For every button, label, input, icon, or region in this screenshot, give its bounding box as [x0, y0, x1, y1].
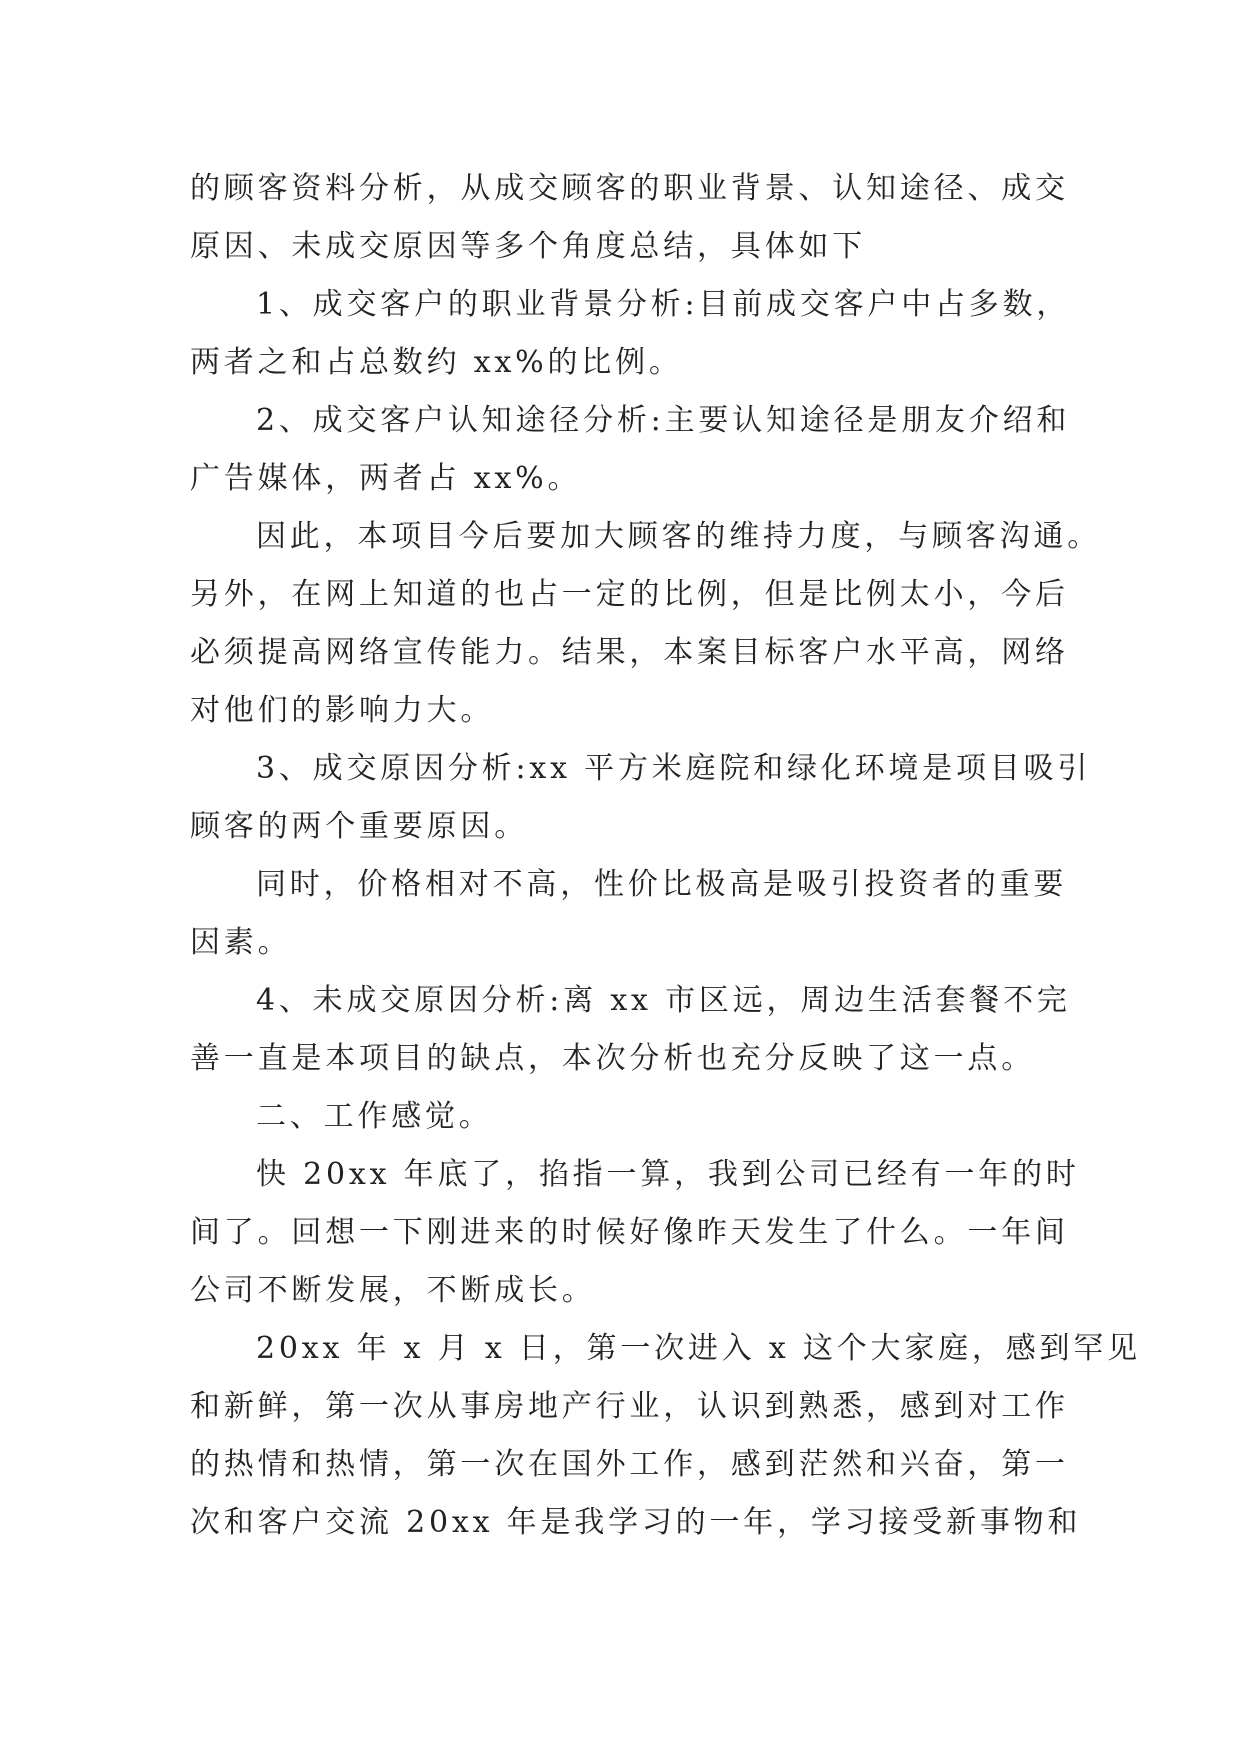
text-line: 因此，本项目今后要加大顾客的维持力度，与顾客沟通。: [256, 519, 1101, 554]
body-text: [190, 160, 1141, 1552]
text-line: 间了。回想一下刚进来的时候好像昨天发生了什么。一年间: [190, 1215, 1069, 1250]
text-line: 公司不断发展，不断成长。: [190, 1273, 596, 1308]
text-line: 同时，价格相对不高，性价比极高是吸引投资者的重要: [256, 867, 1068, 902]
text-line: 20xx 年 x 月 x 日，第一次进入 x 这个大家庭，感到罕见: [256, 1331, 1141, 1366]
text-line: 广告媒体，两者占 xx%。: [190, 461, 582, 496]
text-line: 3、成交原因分析:xx 平方米庭院和绿化环境是项目吸引: [256, 751, 1092, 786]
text-line: 对他们的影响力大。: [190, 693, 495, 728]
text-line: 原因、未成交原因等多个角度总结，具体如下: [190, 229, 866, 264]
text-line: 必须提高网络宣传能力。结果，本案目标客户水平高，网络: [190, 635, 1069, 670]
text-line: 顾客的两个重要原因。: [190, 809, 528, 844]
text-line: 和新鲜，第一次从事房地产行业，认识到熟悉，感到对工作: [190, 1389, 1069, 1424]
text-line: 另外，在网上知道的也占一定的比例，但是比例太小，今后: [190, 577, 1069, 612]
text-line: 4、未成交原因分析:离 xx 市区远，周边生活套餐不完: [256, 983, 1071, 1018]
text-line: 快 20xx 年底了，掐指一算，我到公司已经有一年的时: [256, 1157, 1080, 1192]
text-line: 因素。: [190, 925, 292, 960]
text-line: 的热情和热情，第一次在国外工作，感到茫然和兴奋，第一: [190, 1447, 1069, 1482]
text-line: 2、成交客户认知途径分析:主要认知途径是朋友介绍和: [256, 403, 1071, 438]
text-line: 两者之和占总数约 xx%的比例。: [190, 345, 683, 380]
text-line: 次和客户交流 20xx 年是我学习的一年，学习接受新事物和: [190, 1505, 1082, 1540]
text-line: 1、成交客户的职业背景分析:目前成交客户中占多数，: [256, 287, 1071, 322]
text-line: 善一直是本项目的缺点，本次分析也充分反映了这一点。: [190, 1041, 1035, 1076]
text-line: 的顾客资料分析，从成交顾客的职业背景、认知途径、成交: [190, 171, 1069, 206]
section-heading: 二、工作感觉。: [256, 1099, 493, 1134]
